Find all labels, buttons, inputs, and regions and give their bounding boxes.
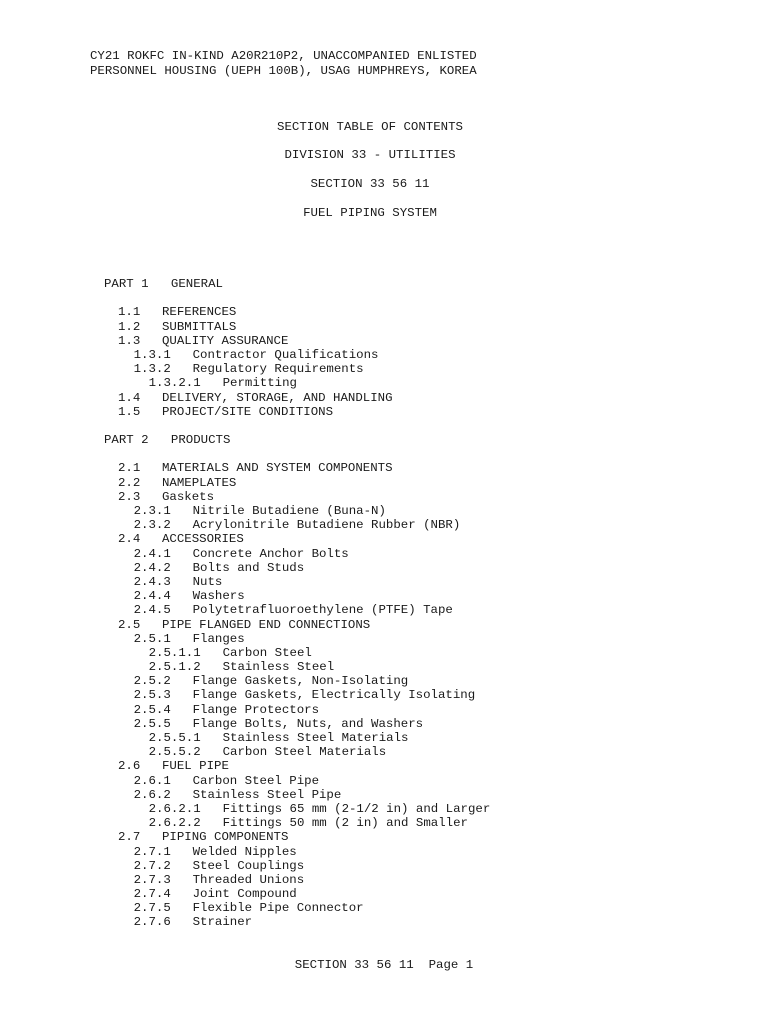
toc-entry — [104, 618, 490, 632]
toc-entry-number: 2.4.4 — [133, 589, 171, 604]
toc-entry — [104, 674, 490, 688]
toc-entry — [104, 504, 490, 518]
toc-entry — [104, 575, 490, 589]
toc-entry — [104, 547, 490, 561]
section-name-title: FUEL PIPING SYSTEM — [303, 206, 437, 220]
part-2-items — [104, 461, 490, 929]
toc-entry-number: 2.7 — [118, 830, 141, 845]
toc-entry-title: Acrylonitrile Butadiene Rubber (NBR) — [192, 518, 461, 533]
division-title: DIVISION 33 - UTILITIES — [284, 148, 456, 162]
toc-entry — [104, 632, 490, 646]
toc-entry-title: Carbon Steel Pipe — [192, 773, 319, 788]
toc-entry — [104, 362, 490, 376]
toc-entry-number: 2.5.5 — [133, 716, 171, 731]
toc-entry-number: 2.2 — [118, 475, 141, 490]
toc-entry-number: 2.7.4 — [133, 887, 171, 902]
toc-entry-title: ACCESSORIES — [162, 532, 244, 547]
toc-entry-number: 2.7.5 — [133, 901, 171, 916]
toc-entry — [104, 305, 490, 319]
toc-entry-title: Flanges — [192, 631, 245, 646]
toc-entry — [104, 887, 490, 901]
toc-entry-title: REFERENCES — [162, 305, 237, 320]
toc-entry-title: MATERIALS AND SYSTEM COMPONENTS — [162, 461, 393, 476]
spacer — [104, 419, 490, 433]
toc-entry-title: Steel Couplings — [192, 858, 305, 873]
toc-entry — [104, 845, 490, 859]
toc-entry-title: SUBMITTALS — [162, 319, 237, 334]
toc-entry-number: 2.5.5.1 — [148, 731, 201, 745]
toc-entry-title: Strainer — [192, 915, 253, 930]
project-header — [90, 49, 477, 79]
toc-entry — [104, 603, 490, 617]
toc-entry-number: 2.6.2.1 — [148, 801, 201, 816]
toc-entry-number: 2.4.2 — [133, 560, 171, 575]
toc-entry-title: Joint Compound — [192, 887, 297, 902]
toc-entry — [104, 688, 490, 702]
toc-entry-title: Flange Bolts, Nuts, and Washers — [192, 716, 424, 731]
toc-entry-title: Flange Gaskets, Non-Isolating — [192, 674, 409, 689]
toc-entry-title: Permitting — [222, 376, 297, 391]
toc-entry-number: 2.5.5.2 — [148, 745, 201, 760]
toc-entry — [104, 731, 490, 745]
section-toc-title: SECTION TABLE OF CONTENTS — [277, 120, 463, 134]
project-header-line-2: PERSONNEL HOUSING (UEPH 100B), USAG HUMPHREYS, KOREA — [90, 64, 477, 78]
toc-entry-number: 1.3 — [118, 333, 141, 348]
toc-entry — [104, 816, 490, 830]
toc-entry-title: Flexible Pipe Connector — [192, 901, 364, 916]
toc-entry — [104, 802, 490, 816]
toc-entry-title: Welded Nipples — [192, 844, 297, 859]
toc-entry-title: Threaded Unions — [192, 872, 305, 887]
part-1-items — [104, 305, 490, 419]
toc-entry-number: 2.5 — [118, 617, 141, 632]
toc-entry-title: FUEL PIPE — [162, 759, 229, 774]
toc-entry — [104, 348, 490, 362]
toc-entry — [104, 873, 490, 887]
toc-entry-number: 2.1 — [118, 461, 141, 476]
toc-entry-number: 2.6 — [118, 759, 141, 774]
toc-entry-number: 2.7.1 — [133, 844, 171, 859]
toc-entry — [104, 476, 490, 490]
toc-entry — [104, 461, 490, 475]
spacer — [104, 291, 490, 305]
toc-entry-title: Stainless Steel — [222, 660, 335, 675]
toc-entry-title: Flange Protectors — [192, 702, 319, 717]
toc-entry-title: Nuts — [192, 574, 223, 589]
toc-entry-number: 1.3.2.1 — [148, 376, 201, 391]
toc-entry — [104, 759, 490, 773]
toc-entry-title: NAMEPLATES — [162, 475, 237, 490]
toc-entry — [104, 717, 490, 731]
toc-entry — [104, 589, 490, 603]
toc-entry-number: 1.3.1 — [133, 347, 171, 362]
toc-entry — [104, 788, 490, 802]
toc-entry-title: Stainless Steel Materials — [222, 731, 409, 745]
toc-entry — [104, 561, 490, 575]
toc-entry — [104, 490, 490, 504]
toc-entry-number: 1.2 — [118, 319, 141, 334]
toc-entry-title: Carbon Steel — [222, 645, 312, 660]
toc-entry-title: QUALITY ASSURANCE — [162, 333, 289, 348]
toc-entry-number: 2.7.3 — [133, 872, 171, 887]
toc-entry-title: Fittings 50 mm (2 in) and Smaller — [222, 816, 468, 831]
table-of-contents — [104, 277, 490, 930]
toc-entry-number: 2.4.3 — [133, 574, 171, 589]
spacer — [104, 447, 490, 461]
toc-entry-title: PROJECT/SITE CONDITIONS — [162, 404, 334, 419]
toc-entry — [104, 646, 490, 660]
toc-entry-number: 2.5.1.1 — [148, 645, 201, 660]
toc-entry-title: Washers — [192, 589, 245, 604]
toc-entry-title: Concrete Anchor Bolts — [192, 546, 349, 561]
toc-entry — [104, 745, 490, 759]
project-header-line-1: CY21 ROKFC IN-KIND A20R210P2, UNACCOMPANIED ENLISTED — [90, 49, 477, 63]
toc-entry-number: 2.4.5 — [133, 603, 171, 618]
toc-entry-number: 1.4 — [118, 390, 141, 405]
part-2-heading: PART 2 PRODUCTS — [104, 433, 231, 448]
toc-entry — [104, 518, 490, 532]
toc-entry — [104, 774, 490, 788]
toc-entry-number: 2.4 — [118, 532, 141, 547]
toc-entry-number: 1.1 — [118, 305, 141, 320]
page-footer: SECTION 33 56 11 Page 1 — [294, 958, 474, 972]
toc-entry-title: DELIVERY, STORAGE, AND HANDLING — [162, 390, 393, 405]
toc-entry-number: 2.5.1 — [133, 631, 171, 646]
toc-entry-title: Polytetrafluoroethylene (PTFE) Tape — [192, 603, 453, 618]
toc-entry — [104, 532, 490, 546]
toc-entry-number: 2.3.2 — [133, 518, 171, 533]
toc-entry-number: 2.3 — [118, 489, 141, 504]
toc-entry-title: PIPING COMPONENTS — [162, 830, 289, 845]
toc-entry-number: 1.3.2 — [133, 362, 171, 377]
toc-entry-title: Contractor Qualifications — [192, 347, 379, 362]
toc-entry — [104, 915, 490, 929]
toc-entry — [104, 901, 490, 915]
toc-entry-number: 2.7.6 — [133, 915, 171, 930]
toc-entry — [104, 334, 490, 348]
toc-entry-number: 2.4.1 — [133, 546, 171, 561]
toc-entry-title: Gaskets — [162, 489, 215, 504]
toc-entry — [104, 660, 490, 674]
toc-entry — [104, 405, 490, 419]
toc-entry-number: 2.6.1 — [133, 773, 171, 788]
toc-entry-number: 2.6.2.2 — [148, 816, 201, 831]
toc-entry-number: 2.5.2 — [133, 674, 171, 689]
toc-entry — [104, 830, 490, 844]
toc-entry-title: PIPE FLANGED END CONNECTIONS — [162, 617, 371, 632]
toc-entry-number: 2.7.2 — [133, 858, 171, 873]
toc-entry-number: 2.5.4 — [133, 702, 171, 717]
toc-entry-number: 2.3.1 — [133, 504, 171, 518]
toc-entry — [104, 320, 490, 334]
toc-entry-number: 2.6.2 — [133, 787, 171, 802]
toc-entry — [104, 859, 490, 873]
part-1-heading: PART 1 GENERAL — [104, 277, 223, 291]
toc-entry — [104, 376, 490, 390]
toc-entry-title: Nitrile Butadiene (Buna-N) — [192, 504, 386, 518]
toc-entry-title: Fittings 65 mm (2-1/2 in) and Larger — [222, 801, 491, 816]
toc-entry-title: Stainless Steel Pipe — [192, 787, 342, 802]
toc-entry-number: 2.5.3 — [133, 688, 171, 703]
toc-entry — [104, 703, 490, 717]
toc-entry-title: Flange Gaskets, Electrically Isolating — [192, 688, 476, 703]
toc-entry-number: 2.5.1.2 — [148, 660, 201, 675]
toc-entry-number: 1.5 — [118, 404, 141, 419]
toc-entry-title: Bolts and Studs — [192, 560, 305, 575]
section-number-title: SECTION 33 56 11 — [310, 177, 430, 191]
toc-entry-title: Carbon Steel Materials — [222, 745, 387, 760]
toc-entry — [104, 391, 490, 405]
toc-entry-title: Regulatory Requirements — [192, 362, 364, 377]
